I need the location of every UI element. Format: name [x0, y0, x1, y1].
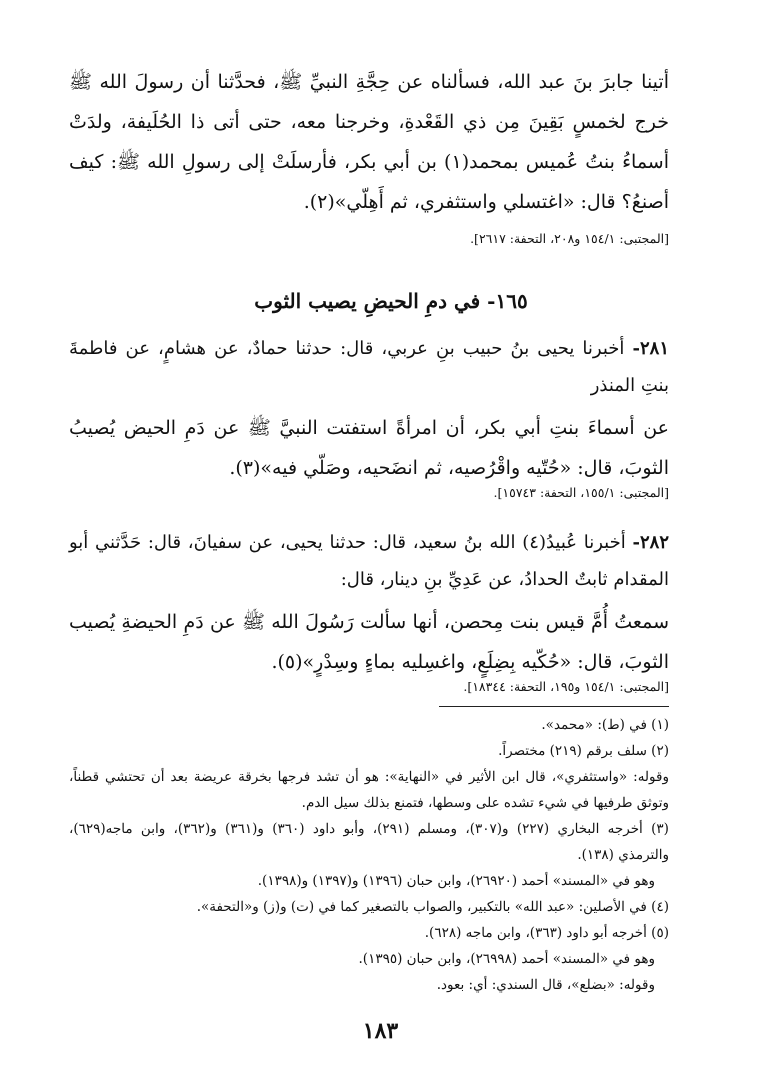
footnote-1: (١) في (ط): «محمد».: [541, 717, 669, 733]
hadith-282-matn: سمعتُ أُمَّ قيس بنت مِحصن، أنها سألت رَسُولَ الله ﷺ عن دَمِ الحيضةِ يُصيب الثوبَ، قال: «حُكّيه بِضِلَعٍ، واغسِليه بماءٍ وسِدْرٍ»(٥).: [69, 611, 669, 673]
footnote-2-comment: وقوله: «واستثفري»، قال ابن الأثير في «النهاية»: هو أن تشد فرجها بخرقة عريضة بعد أن تحتشي قطناً، وتوثق طرفيها في شيء تشده على وسطها، فتمنع بذلك سيل الدم.: [69, 769, 669, 811]
opening-paragraph: أتينا جابرَ بنَ عبد الله، فسألناه عن حِجَّةِ النبيِّ ﷺ، فحدَّثنا أن رسولَ الله ﷺ خرج لخمسٍ بَقِينَ مِن ذي القَعْدةِ، وخرجنا معه، حتى أتى ذا الحُلَيفة، ولدَتْ أسماءُ بنتُ عُميس بمحمد(١) بن أبي بكر، فأرسلَتْ إلى رسولِ الله ﷺ: كيف أصنعُ؟ قال: «اغتسلي واستثفري، ثم أَهِلّي»(٢).: [69, 71, 669, 213]
hadith-281-matn: عن أسماءَ بنتِ أبي بكر، أن امرأةً استفتت النبيَّ ﷺ عن دَمِ الحيض يُصيبُ الثوبَ، قال: «حُتّيه واقْرُصيه، ثم انضَحيه، وصَلّي فيه»(٣).: [69, 417, 669, 479]
hadith-282-number: ٢٨٢-: [632, 532, 669, 553]
hadith-281-number: ٢٨١-: [632, 338, 669, 359]
chapter-heading: ١٦٥- في دمِ الحيضِ يصيب الثوب: [254, 289, 528, 313]
hadith-281-reference: [المجتبى: ١٥٥/١، التحفة: ١٥٧٤٣].: [493, 485, 669, 500]
page-number: ١٨٣: [362, 1018, 399, 1044]
opening-reference: [المجتبى: ١٥٤/١ و٢٠٨، التحفة: ٢٦١٧].: [470, 231, 669, 246]
hadith-281-isnad-paragraph: [69, 330, 669, 404]
footnote-2: (٢) سلف برقم (٢١٩) مختصراً.: [498, 743, 669, 759]
hadith-282-reference: [المجتبى: ١٥٤/١ و١٩٥، التحفة: ١٨٣٤٤].: [463, 679, 669, 694]
hadith-282-isnad: أخبرنا عُبيدُ(٤) الله بنُ سعيد، قال: حدثنا يحيى، عن سفيانَ، قال: حَدَّثني أبو المقدام ثابتٌ الحدادُ، عن عَدِيِّ بنِ دينار، قال:: [69, 532, 669, 590]
footnote-5-comment: وهو في «المسند» أحمد (٢٦٩٩٨)، وابن حبان (١٣٩٥).: [358, 951, 655, 967]
hadith-281-isnad: أخبرنا يحيى بنُ حبيب بنِ عربي، قال: حدثنا حمادٌ، عن هشامٍ، عن فاطمةَ بنتِ المنذر: [69, 338, 669, 396]
footnote-5: (٥) أخرجه أبو داود (٣٦٣)، وابن ماجه (٦٢٨).: [424, 925, 669, 941]
footnote-divider: [439, 706, 669, 707]
footnote-3-comment: وهو في «المسند» أحمد (٢٦٩٢٠)، وابن حبان (١٣٩٦) و(١٣٩٧) و(١٣٩٨).: [257, 873, 655, 889]
hadith-282-isnad-paragraph: [69, 524, 669, 598]
footnote-5-gloss: وقوله: «بضلع»، قال السندي: أي: بعود.: [436, 977, 655, 993]
footnotes: [69, 712, 669, 998]
footnote-3: (٣) أخرجه البخاري (٢٢٧) و(٣٠٧)، ومسلم (٢٩١)، وأبو داود (٣٦٠) و(٣٦١) و(٣٦٢)، وابن ماجه(٦٢٩)، والترمذي (١٣٨).: [69, 821, 669, 863]
footnote-4: (٤) في الأصلين: «عبد الله» بالتكبير، والصواب بالتصغير كما في (ت) و(ز) و«التحفة».: [196, 899, 669, 915]
